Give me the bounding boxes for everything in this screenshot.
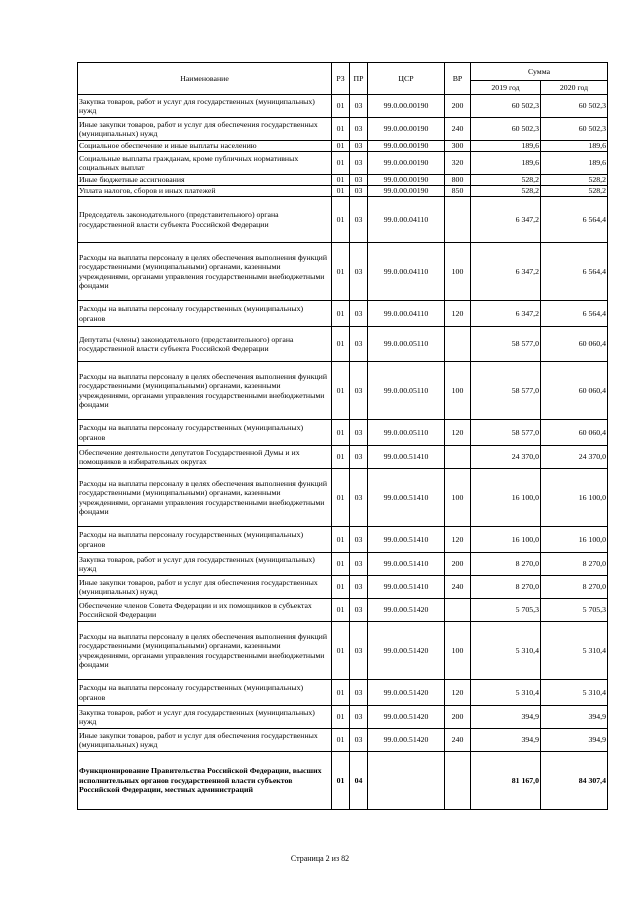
row-csr: 99.0.00.04110 [368, 243, 445, 301]
row-name: Обеспечение членов Совета Федерации и их помощников в субъектах Российской Федерации [78, 599, 332, 622]
row-amount-2019: 394,9 [471, 706, 541, 729]
row-pr: 03 [350, 420, 368, 446]
table-row [78, 186, 608, 197]
row-csr: 99.0.00.51410 [368, 469, 445, 527]
row-pr: 03 [350, 599, 368, 622]
row-rz: 01 [332, 243, 350, 301]
row-amount-2019: 58 577,0 [471, 327, 541, 362]
header-rz: РЗ [332, 63, 350, 95]
row-name: Закупка товаров, работ и услуг для государственных (муниципальных) нужд [78, 95, 332, 118]
row-amount-2020: 189,6 [541, 152, 608, 175]
row-pr: 03 [350, 95, 368, 118]
row-pr: 03 [350, 175, 368, 186]
header-sum: Сумма [471, 63, 608, 81]
row-rz: 01 [332, 301, 350, 327]
row-csr: 99.0.00.51420 [368, 729, 445, 752]
table-row [78, 576, 608, 599]
row-rz: 01 [332, 95, 350, 118]
row-name: Депутаты (члены) законодательного (представительного) органа государственной власти субъекта Российской Федерации [78, 327, 332, 362]
row-amount-2019: 58 577,0 [471, 362, 541, 420]
row-csr: 99.0.00.51410 [368, 553, 445, 576]
row-amount-2020: 8 270,0 [541, 576, 608, 599]
row-rz: 01 [332, 152, 350, 175]
row-rz: 01 [332, 706, 350, 729]
row-amount-2019: 6 347,2 [471, 243, 541, 301]
table-row [78, 197, 608, 243]
table-row [78, 729, 608, 752]
row-rz: 01 [332, 362, 350, 420]
row-name: Иные бюджетные ассигнования [78, 175, 332, 186]
row-csr: 99.0.00.00190 [368, 186, 445, 197]
row-pr: 04 [350, 752, 368, 810]
row-amount-2020: 60 502,3 [541, 95, 608, 118]
row-csr: 99.0.00.00190 [368, 95, 445, 118]
row-csr: 99.0.00.51420 [368, 599, 445, 622]
row-rz: 01 [332, 752, 350, 810]
row-rz: 01 [332, 553, 350, 576]
row-csr: 99.0.00.51420 [368, 706, 445, 729]
row-csr: 99.0.00.04110 [368, 301, 445, 327]
table-row [78, 599, 608, 622]
row-name: Расходы на выплаты персоналу в целях обеспечения выполнения функций государственными (муниципальными) органами, казенными учреждениями, органами управления государственными внебюджетными фондами [78, 362, 332, 420]
row-amount-2019: 8 270,0 [471, 553, 541, 576]
row-pr: 03 [350, 527, 368, 553]
row-name: Расходы на выплаты персоналу государственных (муниципальных) органов [78, 680, 332, 706]
row-vr: 200 [445, 95, 471, 118]
row-amount-2019: 8 270,0 [471, 576, 541, 599]
row-rz: 01 [332, 527, 350, 553]
row-vr: 120 [445, 420, 471, 446]
row-vr: 120 [445, 680, 471, 706]
row-pr: 03 [350, 706, 368, 729]
row-pr: 03 [350, 362, 368, 420]
row-vr [445, 752, 471, 810]
row-pr: 03 [350, 469, 368, 527]
row-name: Закупка товаров, работ и услуг для государственных (муниципальных) нужд [78, 553, 332, 576]
table-row [78, 622, 608, 680]
table-row [78, 301, 608, 327]
row-amount-2020: 394,9 [541, 729, 608, 752]
row-vr [445, 327, 471, 362]
row-pr: 03 [350, 186, 368, 197]
row-amount-2020: 394,9 [541, 706, 608, 729]
row-rz: 01 [332, 118, 350, 141]
row-amount-2020: 5 310,4 [541, 680, 608, 706]
row-amount-2020: 5 310,4 [541, 622, 608, 680]
row-name: Функционирование Правительства Российской Федерации, высших исполнительных органов государственной власти субъектов Российской Федерации, местных администраций [78, 752, 332, 810]
row-vr: 300 [445, 141, 471, 152]
row-name: Уплата налогов, сборов и иных платежей [78, 186, 332, 197]
row-pr: 03 [350, 680, 368, 706]
row-amount-2019: 6 347,2 [471, 197, 541, 243]
row-amount-2020: 60 502,3 [541, 118, 608, 141]
row-vr: 200 [445, 553, 471, 576]
row-vr: 100 [445, 469, 471, 527]
row-name: Расходы на выплаты персоналу в целях обеспечения выполнения функций государственными (муниципальными) органами, казенными учреждениями, органами управления государственными внебюджетными фондами [78, 243, 332, 301]
header-vr: ВР [445, 63, 471, 95]
row-vr: 240 [445, 729, 471, 752]
row-vr [445, 446, 471, 469]
row-amount-2019: 189,6 [471, 152, 541, 175]
table-row [78, 243, 608, 301]
row-csr: 99.0.00.00190 [368, 175, 445, 186]
row-vr: 800 [445, 175, 471, 186]
row-pr: 03 [350, 446, 368, 469]
table-body [78, 95, 608, 810]
row-name: Иные закупки товаров, работ и услуг для обеспечения государственных (муниципальных) нужд [78, 576, 332, 599]
row-csr: 99.0.00.00190 [368, 141, 445, 152]
row-vr: 200 [445, 706, 471, 729]
row-amount-2019: 394,9 [471, 729, 541, 752]
row-csr: 99.0.00.05110 [368, 327, 445, 362]
row-rz: 01 [332, 622, 350, 680]
budget-table [77, 62, 608, 810]
row-rz: 01 [332, 186, 350, 197]
row-csr: 99.0.00.00190 [368, 118, 445, 141]
row-pr: 03 [350, 152, 368, 175]
table-row [78, 446, 608, 469]
row-rz: 01 [332, 141, 350, 152]
table-row [78, 680, 608, 706]
row-amount-2019: 16 100,0 [471, 469, 541, 527]
header-csr: ЦСР [368, 63, 445, 95]
header-name: Наименование [78, 63, 332, 95]
row-vr [445, 599, 471, 622]
row-amount-2019: 60 502,3 [471, 118, 541, 141]
row-amount-2020: 60 060,4 [541, 362, 608, 420]
table-row [78, 706, 608, 729]
row-amount-2020: 189,6 [541, 141, 608, 152]
row-amount-2019: 189,6 [471, 141, 541, 152]
header-row-top [78, 63, 608, 81]
row-pr: 03 [350, 622, 368, 680]
row-pr: 03 [350, 576, 368, 599]
row-vr: 850 [445, 186, 471, 197]
row-csr: 99.0.00.51410 [368, 527, 445, 553]
row-csr: 99.0.00.51420 [368, 680, 445, 706]
row-csr: 99.0.00.05110 [368, 362, 445, 420]
row-amount-2019: 81 167,0 [471, 752, 541, 810]
row-rz: 01 [332, 599, 350, 622]
row-amount-2020: 24 370,0 [541, 446, 608, 469]
row-amount-2020: 16 100,0 [541, 527, 608, 553]
row-vr: 240 [445, 118, 471, 141]
row-rz: 01 [332, 680, 350, 706]
page-footer: Страница 2 из 82 [290, 854, 350, 863]
row-vr: 100 [445, 243, 471, 301]
table-row [78, 118, 608, 141]
row-name: Расходы на выплаты персоналу в целях обеспечения выполнения функций государственными (муниципальными) органами, казенными учреждениями, органами управления государственными внебюджетными фондами [78, 469, 332, 527]
table-row [78, 553, 608, 576]
row-csr: 99.0.00.00190 [368, 152, 445, 175]
row-amount-2020: 6 564,4 [541, 197, 608, 243]
row-amount-2020: 5 705,3 [541, 599, 608, 622]
table-row [78, 175, 608, 186]
row-name: Иные закупки товаров, работ и услуг для обеспечения государственных (муниципальных) нужд [78, 729, 332, 752]
table-row [78, 527, 608, 553]
row-csr: 99.0.00.05110 [368, 420, 445, 446]
row-csr: 99.0.00.51410 [368, 576, 445, 599]
row-amount-2020: 16 100,0 [541, 469, 608, 527]
table-row [78, 327, 608, 362]
table-row [78, 95, 608, 118]
row-csr [368, 752, 445, 810]
row-amount-2020: 60 060,4 [541, 420, 608, 446]
row-name: Обеспечение деятельности депутатов Государственной Думы и их помощников в избирательных округах [78, 446, 332, 469]
row-vr: 100 [445, 362, 471, 420]
row-amount-2020: 60 060,4 [541, 327, 608, 362]
row-name: Иные закупки товаров, работ и услуг для обеспечения государственных (муниципальных) нужд [78, 118, 332, 141]
row-name: Расходы на выплаты персоналу государственных (муниципальных) органов [78, 420, 332, 446]
row-pr: 03 [350, 553, 368, 576]
row-amount-2020: 8 270,0 [541, 553, 608, 576]
row-rz: 01 [332, 420, 350, 446]
row-amount-2019: 528,2 [471, 175, 541, 186]
table-row [78, 362, 608, 420]
row-name: Расходы на выплаты персоналу в целях обеспечения выполнения функций государственными (муниципальными) органами, казенными учреждениями, органами управления государственными внебюджетными фондами [78, 622, 332, 680]
row-pr: 03 [350, 327, 368, 362]
row-amount-2020: 528,2 [541, 175, 608, 186]
row-rz: 01 [332, 197, 350, 243]
row-vr: 120 [445, 527, 471, 553]
row-vr [445, 197, 471, 243]
row-pr: 03 [350, 141, 368, 152]
row-rz: 01 [332, 729, 350, 752]
row-name: Социальное обеспечение и иные выплаты населению [78, 141, 332, 152]
row-amount-2020: 84 307,4 [541, 752, 608, 810]
table-row [78, 469, 608, 527]
row-amount-2019: 16 100,0 [471, 527, 541, 553]
row-name: Закупка товаров, работ и услуг для государственных (муниципальных) нужд [78, 706, 332, 729]
row-amount-2019: 6 347,2 [471, 301, 541, 327]
row-vr: 320 [445, 152, 471, 175]
row-rz: 01 [332, 576, 350, 599]
row-csr: 99.0.00.51420 [368, 622, 445, 680]
row-amount-2019: 24 370,0 [471, 446, 541, 469]
header-pr: ПР [350, 63, 368, 95]
row-pr: 03 [350, 301, 368, 327]
header-year-2019: 2019 год [471, 81, 541, 95]
row-amount-2020: 6 564,4 [541, 243, 608, 301]
row-amount-2019: 5 310,4 [471, 622, 541, 680]
row-vr: 120 [445, 301, 471, 327]
table-row [78, 152, 608, 175]
row-pr: 03 [350, 118, 368, 141]
row-rz: 01 [332, 175, 350, 186]
row-csr: 99.0.00.51410 [368, 446, 445, 469]
row-vr: 240 [445, 576, 471, 599]
row-name: Расходы на выплаты персоналу государственных (муниципальных) органов [78, 527, 332, 553]
table-row [78, 420, 608, 446]
table-row [78, 141, 608, 152]
row-name: Расходы на выплаты персоналу государственных (муниципальных) органов [78, 301, 332, 327]
row-amount-2019: 528,2 [471, 186, 541, 197]
row-vr: 100 [445, 622, 471, 680]
row-amount-2020: 6 564,4 [541, 301, 608, 327]
row-csr: 99.0.00.04110 [368, 197, 445, 243]
row-pr: 03 [350, 243, 368, 301]
row-amount-2019: 58 577,0 [471, 420, 541, 446]
row-name: Социальные выплаты гражданам, кроме публичных нормативных социальных выплат [78, 152, 332, 175]
row-rz: 01 [332, 446, 350, 469]
header-year-2020: 2020 год [541, 81, 608, 95]
row-name: Председатель законодательного (представительного) органа государственной власти субъекта Российской Федерации [78, 197, 332, 243]
row-amount-2019: 5 310,4 [471, 680, 541, 706]
row-amount-2020: 528,2 [541, 186, 608, 197]
row-rz: 01 [332, 327, 350, 362]
row-amount-2019: 5 705,3 [471, 599, 541, 622]
row-pr: 03 [350, 729, 368, 752]
table-row [78, 752, 608, 810]
row-rz: 01 [332, 469, 350, 527]
row-pr: 03 [350, 197, 368, 243]
row-amount-2019: 60 502,3 [471, 95, 541, 118]
